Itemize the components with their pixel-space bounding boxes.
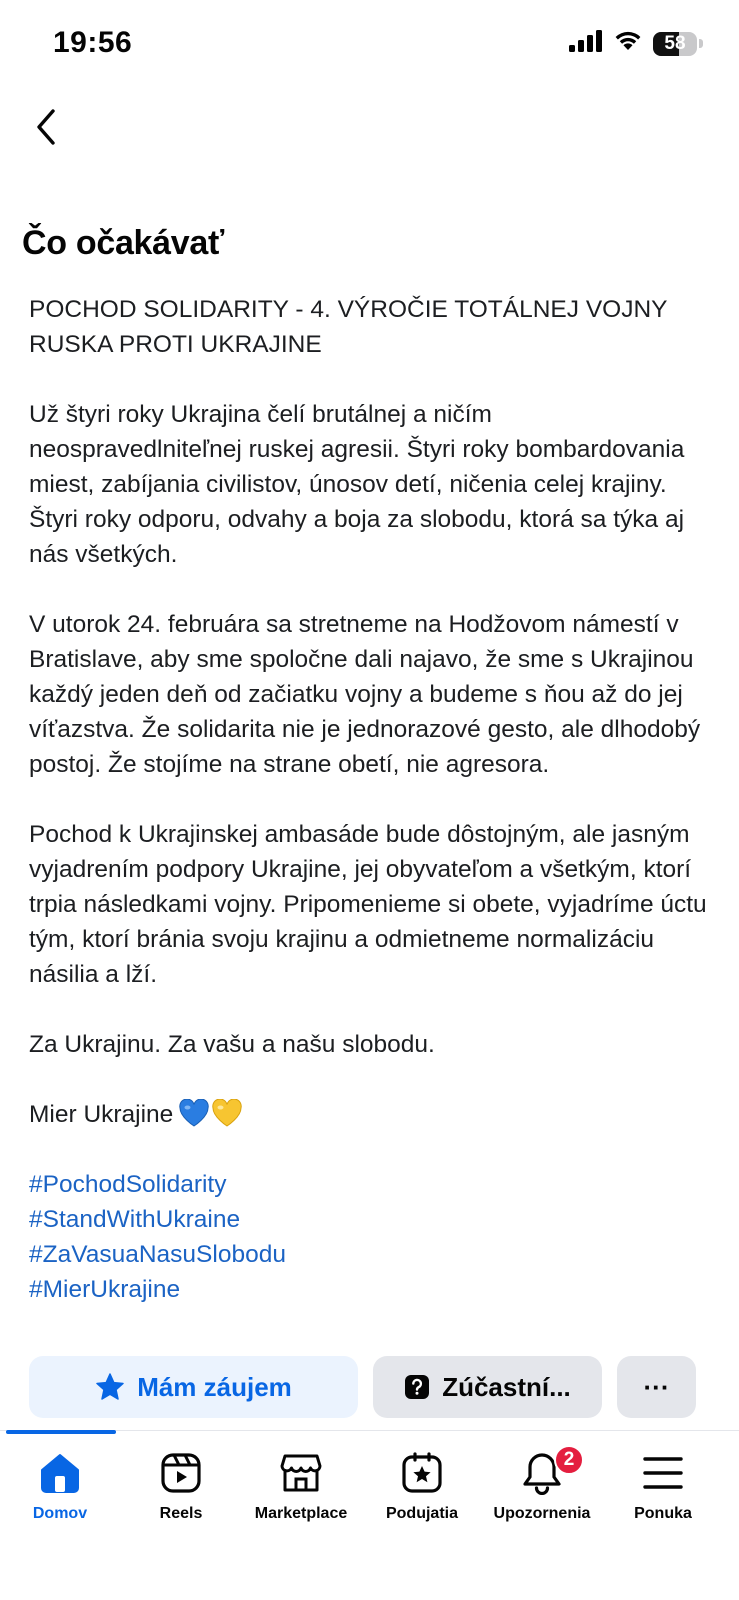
nav-item-reels[interactable] [121,1431,241,1541]
blue-heart-icon [179,1099,209,1127]
nav-label: Upozornenia [493,1505,591,1522]
nav-label: Ponuka [634,1505,692,1522]
closing-text: Mier Ukrajine [29,1101,174,1128]
bell-icon [520,1449,575,1495]
nav-item-menu[interactable] [603,1431,723,1541]
interested-label: Mám záujem [137,1371,292,1402]
attend-button[interactable] [373,1356,602,1418]
description-paragraph: Pochod k Ukrajinskej ambasáde bude dôstojným, ale jasným vyjadrením podpory Ukrajine, jej obyvateľom a všetkým, ktorí trpia následkami vojny. Pripomenieme si obete, vyjadríme úctu tým, ktorí bránia svoju krajinu a odmietneme normalizáciu násilia a lží. [29,821,707,988]
battery-icon [653,32,697,56]
bottom-nav [0,1430,739,1600]
event-description [29,292,709,1307]
status-icons [569,30,703,57]
question-square-icon [404,1374,430,1400]
wifi-icon [613,30,643,57]
nav-item-notifications[interactable] [482,1431,602,1541]
nav-item-marketplace[interactable] [241,1431,361,1541]
description-headline: POCHOD SOLIDARITY - 4. VÝROČIE TOTÁLNEJ VOJNY RUSKA PROTI UKRAJINE [29,296,668,358]
hashtag-list [29,1167,709,1307]
status-time: 19:56 [53,26,133,59]
section-title: Čo očakávať [22,224,224,262]
description-paragraph: Za Ukrajinu. Za vašu a našu slobodu. [29,1031,435,1058]
back-button[interactable] [22,105,70,153]
star-icon [95,1372,125,1402]
action-bar [0,1342,739,1430]
status-bar [0,0,739,90]
attend-label: Zúčastní... [442,1371,571,1402]
nav-label: Reels [159,1505,203,1522]
reels-icon [159,1451,203,1495]
chevron-left-icon [34,108,58,151]
nav-label: Podujatia [385,1505,458,1522]
more-options-button[interactable] [617,1356,696,1418]
nav-item-home[interactable] [0,1431,120,1541]
battery-cap [699,39,703,48]
description-paragraph: Už štyri roky Ukrajina čelí brutálnej a ničím neospravedlniteľnej ruskej agresii. Štyri roky bombardovania miest, zabíjania civilistov, únosov detí, ničenia celej krajiny. Štyri roky odporu, odvahy a boja za slobodu, ktorá sa týka aj nás všetkých. [29,401,685,568]
hashtag-link[interactable]: #MierUkrajine [29,1276,181,1303]
more-label: ··· [643,1371,670,1402]
signal-icon [569,30,603,57]
closing-line [29,1097,709,1132]
description-paragraph: V utorok 24. februára sa stretneme na Hodžovom námestí v Bratislave, aby sme spoločne dali najavo, že sme s Ukrajinou každý jeden deň od začiatku vojny a budeme s ňou až do jej víťazstva. Že solidarita nie je jednorazové gesto, ale dlhodobý postoj. Že stojíme na strane obetí, nie agresora. [29,611,701,778]
menu-icon [641,1451,685,1495]
nav-label: Marketplace [254,1505,348,1522]
hashtag-link[interactable]: #StandWithUkraine [29,1206,241,1233]
yellow-heart-icon [212,1099,242,1127]
nav-item-events[interactable] [362,1431,482,1541]
hashtag-link[interactable]: #PochodSolidarity [29,1171,227,1198]
events-icon [400,1451,444,1495]
interested-button[interactable] [29,1356,358,1418]
notification-badge: 2 [554,1445,584,1475]
battery-level: 58 [664,32,686,54]
nav-label: Domov [32,1505,88,1522]
marketplace-icon [279,1451,323,1495]
hashtag-link[interactable]: #ZaVasuaNasuSlobodu [29,1241,286,1268]
home-icon [38,1451,82,1495]
